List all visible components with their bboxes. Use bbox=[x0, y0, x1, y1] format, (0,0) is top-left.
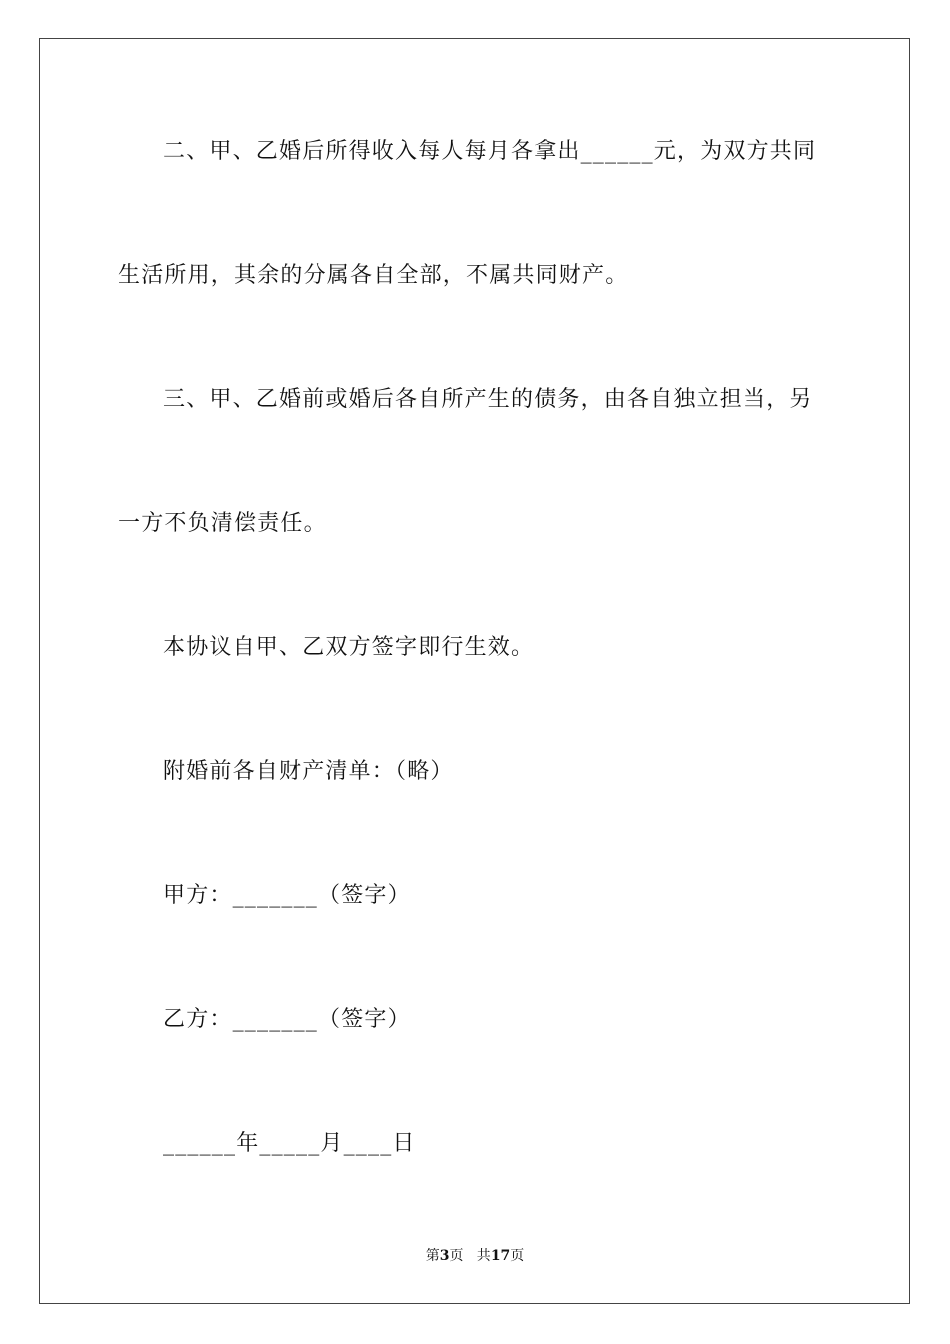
party-a-signature: 甲方：_______（签字） bbox=[163, 883, 411, 908]
footer-total-suffix: 页 bbox=[510, 1248, 525, 1264]
page-frame bbox=[39, 38, 910, 1304]
party-b-signature: 乙方：_______（签字） bbox=[163, 1007, 411, 1032]
date-line: ______年_____月____日 bbox=[163, 1131, 416, 1156]
clause-2-line-2: 生活所用，其余的分属各自全部，不属共同财产。 bbox=[118, 263, 629, 288]
footer-total-pages: 17 bbox=[490, 1248, 511, 1264]
effective-clause: 本协议自甲、乙双方签字即行生效。 bbox=[163, 635, 535, 660]
page-footer bbox=[0, 1246, 950, 1266]
appendix-line: 附婚前各自财产清单：（略） bbox=[163, 759, 454, 784]
clause-3-line-1: 三、甲、乙婚前或婚后各自所产生的债务，由各自独立担当，另 bbox=[163, 387, 813, 412]
footer-page-suffix: 页 共 bbox=[449, 1248, 491, 1264]
clause-2-line-1: 二、甲、乙婚后所得收入每人每月各拿出______元，为双方共同 bbox=[163, 139, 817, 164]
clause-3-line-2: 一方不负清偿责任。 bbox=[118, 511, 327, 536]
footer-page-prefix: 第 bbox=[425, 1248, 440, 1264]
footer-page-number: 3 bbox=[439, 1248, 450, 1264]
